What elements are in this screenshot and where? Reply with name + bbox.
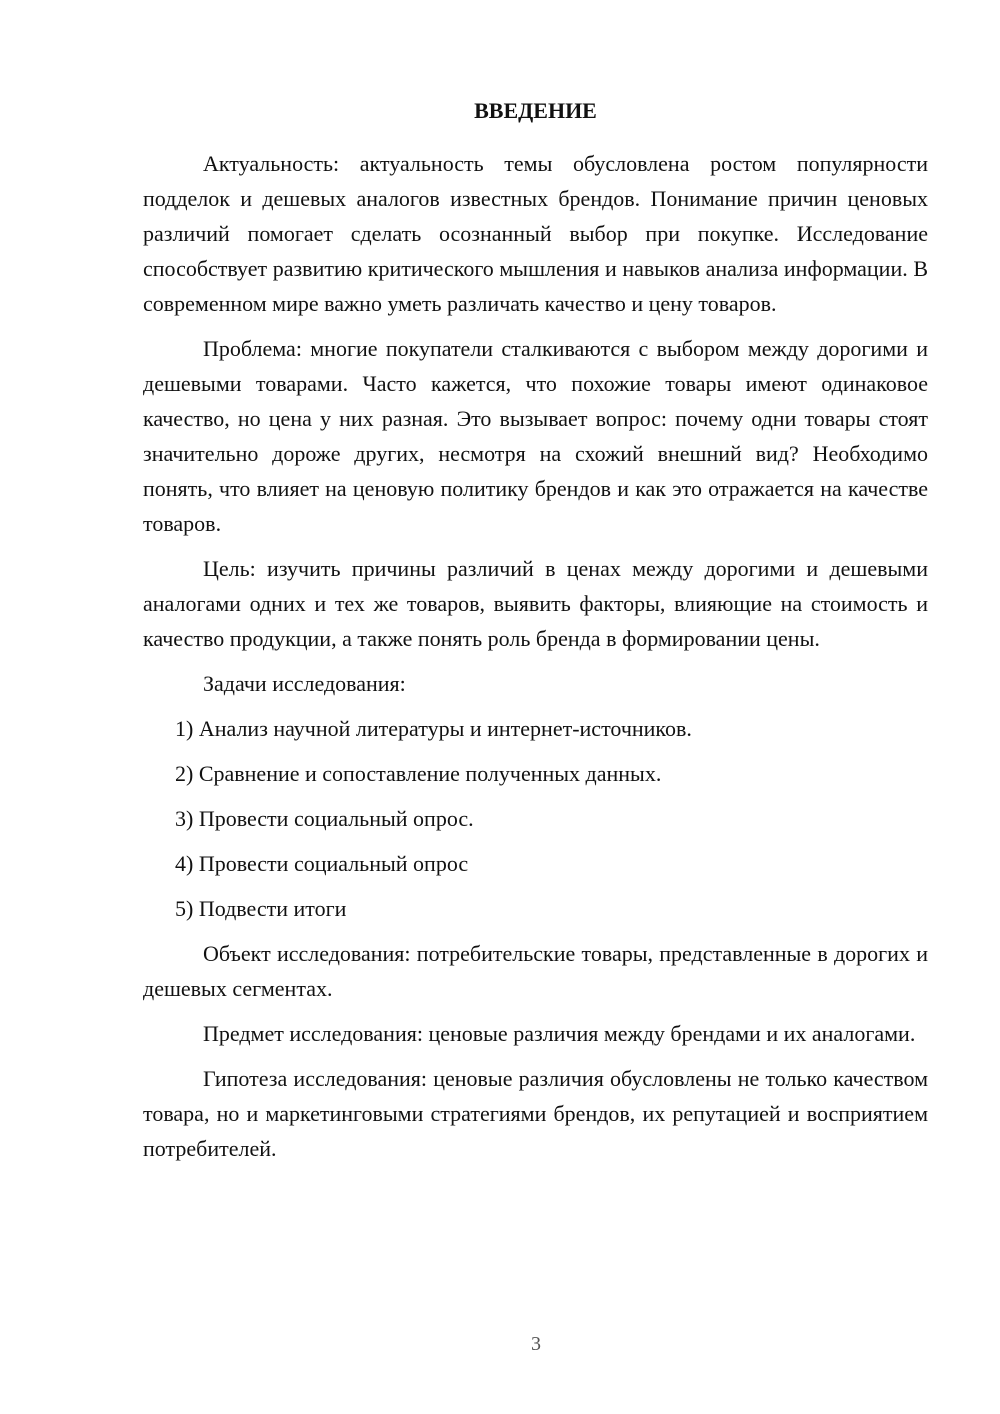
- object-paragraph: Объект исследования: потребительские товары, представленные в дорогих и дешевых сегментах.: [143, 941, 928, 1001]
- relevance-paragraph: Актуальность: актуальность темы обусловлена ростом популярности подделок и дешевых аналогов известных брендов. Понимание причин ценовых различий помогает сделать осознанный выбор при покупке. Исследование способствует развитию критического мышления и навыков анализа информации. В современном мире важно уметь различать качество и цену товаров.: [143, 151, 928, 316]
- goal-paragraph: Цель: изучить причины различий в ценах между дорогими и дешевыми аналогами одних и тех же товаров, выявить факторы, влияющие на стоимость и качество продукции, а также понять роль бренда в формировании цены.: [143, 556, 928, 651]
- subject-paragraph: Предмет исследования: ценовые различия между брендами и их аналогами.: [203, 1021, 916, 1046]
- document-page: [143, 95, 928, 1176]
- hypothesis-paragraph: Гипотеза исследования: ценовые различия обусловлены не только качеством товара, но и маркетинговыми стратегиями брендов, их репутацией и восприятием потребителей.: [143, 1066, 928, 1161]
- list-item: 3) Провести социальный опрос.: [175, 806, 474, 831]
- page-title: ВВЕДЕНИЕ: [474, 98, 597, 123]
- list-item: 2) Сравнение и сопоставление полученных данных.: [175, 761, 662, 786]
- list-item: 5) Подвести итоги: [175, 896, 347, 921]
- tasks-list: [143, 711, 928, 926]
- list-item: 1) Анализ научной литературы и интернет-источников.: [175, 716, 692, 741]
- tasks-title: Задачи исследования:: [203, 671, 406, 696]
- problem-paragraph: Проблема: многие покупатели сталкиваются с выбором между дорогими и дешевыми товарами. Часто кажется, что похожие товары имеют одинаковое качество, но цена у них разная. Это вызывает вопрос: почему одни товары стоят значительно дороже других, несмотря на схожий внешний вид? Необходимо понять, что влияет на ценовую политику брендов и как это отражается на качестве товаров.: [143, 336, 928, 536]
- page-number: 3: [531, 1333, 541, 1355]
- list-item: 4) Провести социальный опрос: [175, 851, 469, 876]
